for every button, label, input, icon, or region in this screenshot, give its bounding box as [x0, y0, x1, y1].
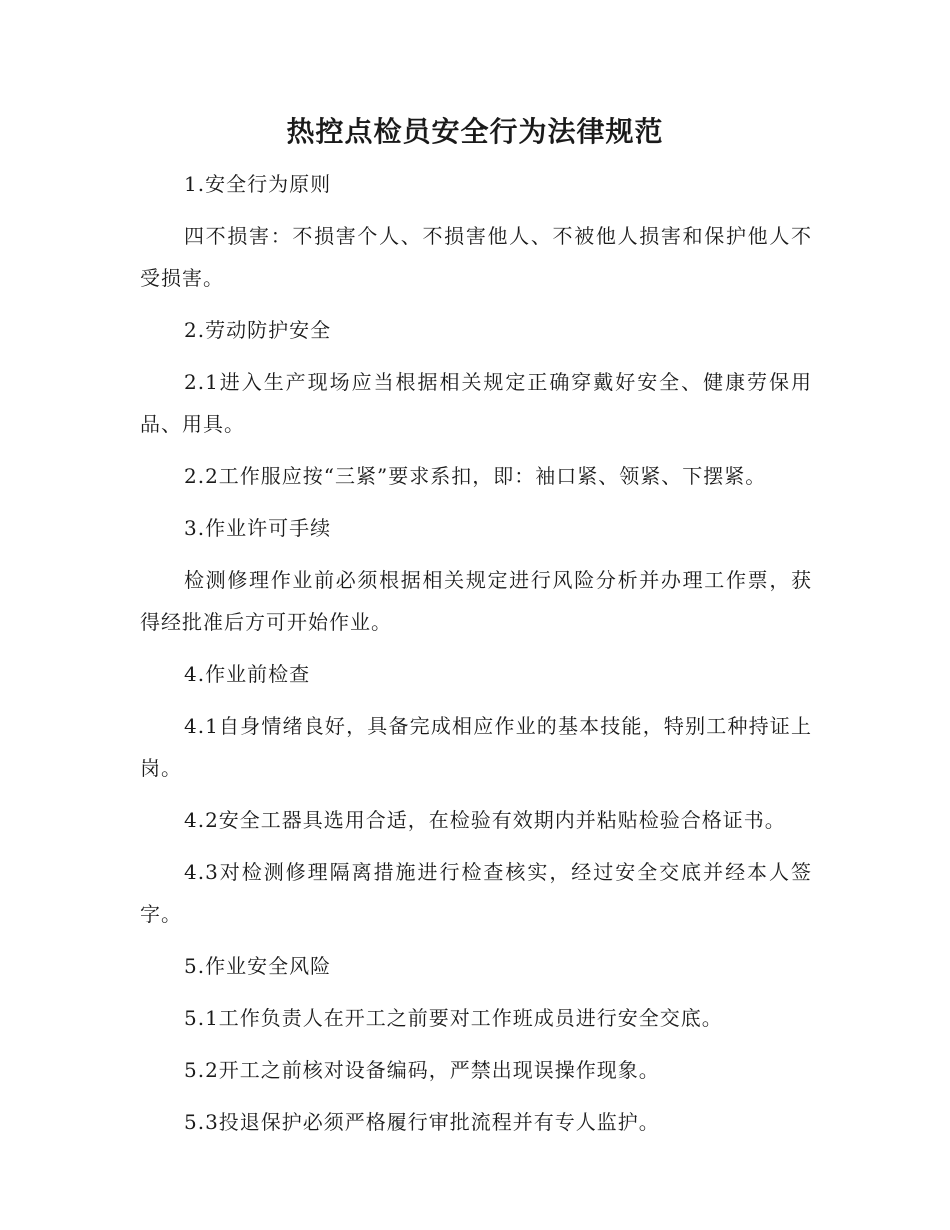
- document-title: 热控点检员安全行为法律规范: [286, 115, 664, 148]
- paragraph-4-2: 4.2安全工器具选用合适，在检验有效期内并粘贴检验合格证书。: [184, 808, 786, 832]
- paragraph-4-1: 4.1自身情绪良好，具备完成相应作业的基本技能，特别工种持证上岗。: [140, 714, 812, 780]
- document-body: [140, 163, 812, 1153]
- paragraph-1: 四不损害：不损害个人、不损害他人、不被他人损害和保护他人不受损害。: [140, 224, 812, 290]
- paragraph-2-2: 2.2工作服应按“三紧”要求系扣，即：袖口紧、领紧、下摆紧。: [184, 464, 767, 488]
- paragraph-3: 检测修理作业前必须根据相关规定进行风险分析并办理工作票，获得经批准后方可开始作业。: [140, 568, 812, 634]
- paragraph-5-3: 5.3投退保护必须严格履行审批流程并有专人监护。: [184, 1110, 660, 1134]
- heading-4: 4.作业前检查: [184, 662, 311, 686]
- paragraph-2-1: 2.1进入生产现场应当根据相关规定正确穿戴好安全、健康劳保用品、用具。: [140, 370, 812, 436]
- heading-2: 2.劳动防护安全: [184, 318, 332, 342]
- heading-3: 3.作业许可手续: [184, 516, 332, 540]
- paragraph-4-3: 4.3对检测修理隔离措施进行检查核实，经过安全交底并经本人签字。: [140, 860, 812, 926]
- heading-5: 5.作业安全风险: [184, 954, 332, 978]
- paragraph-5-1: 5.1工作负责人在开工之前要对工作班成员进行安全交底。: [184, 1006, 723, 1030]
- paragraph-5-2: 5.2开工之前核对设备编码，严禁出现误操作现象。: [184, 1058, 660, 1082]
- heading-1: 1.安全行为原则: [184, 172, 332, 196]
